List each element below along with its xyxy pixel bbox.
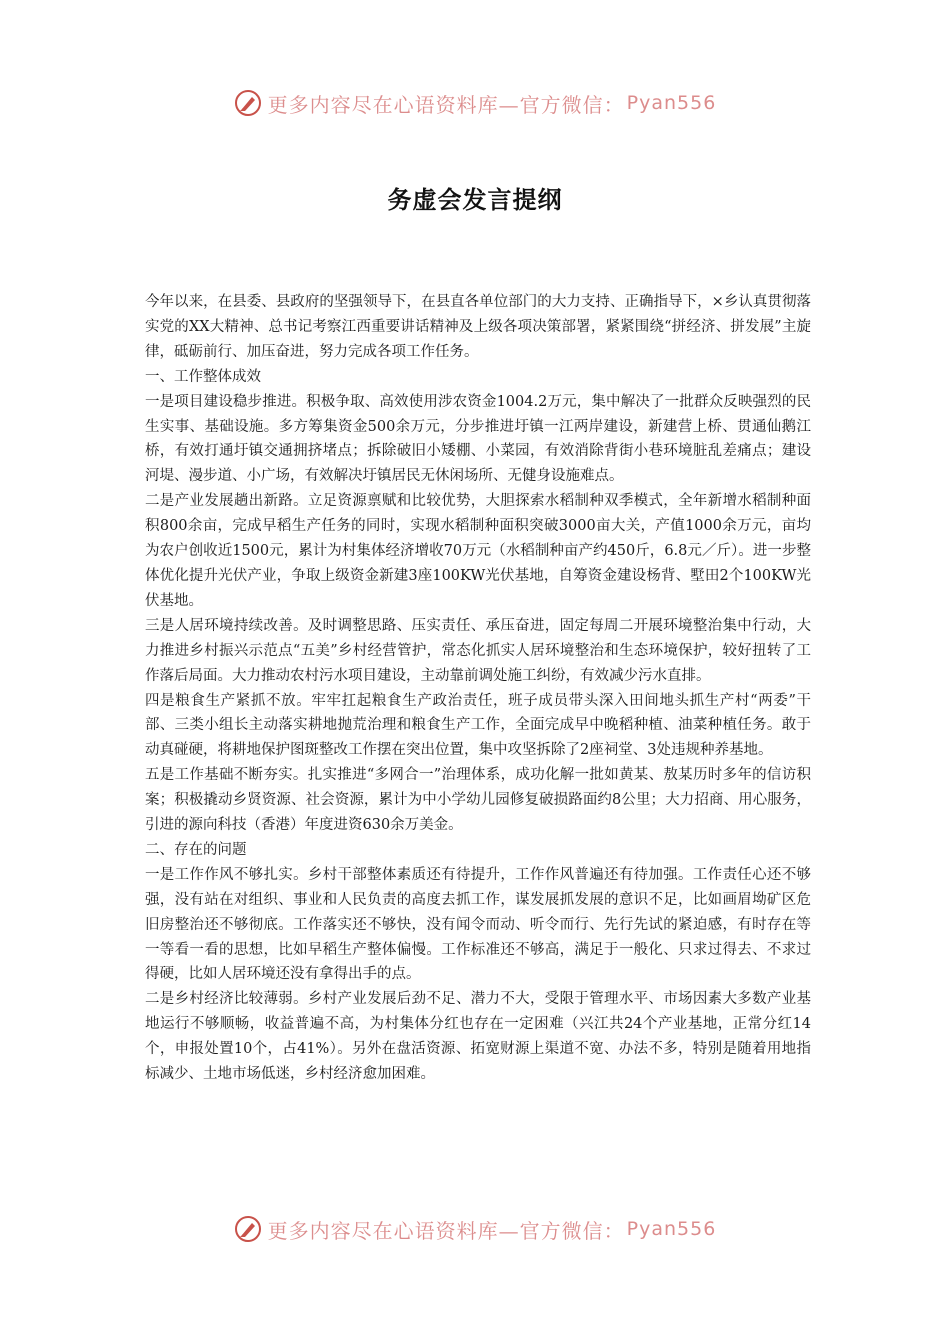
document-body <box>145 290 811 1087</box>
watermark-banner-top <box>0 86 950 120</box>
section-heading-problems: 二、存在的问题 <box>145 841 247 858</box>
section-heading-achievements: 一、工作整体成效 <box>145 368 261 385</box>
paragraph-projects: 一是项目建设稳步推进。积极争取、高效使用涉农资金1004.2万元，集中解决了一批群众反映强烈的民生实事、基础设施。多方筹集资金500余万元，分步推进圩镇一江两岸建设，新建营上桥、贯通仙鹅江桥，有效打通圩镇交通拥挤堵点；拆除破旧小矮棚、小菜园，有效消除背街小巷环境脏乱差痛点；建设河堤、漫步道、小广场，有效解决圩镇居民无休闲场所、无健身设施难点。 <box>145 393 811 485</box>
paragraph-grain: 四是粮食生产紧抓不放。牢牢扛起粮食生产政治责任，班子成员带头深入田间地头抓生产村“两委”干部、三类小组长主动落实耕地抛荒治理和粮食生产工作，全面完成早中晚稻种植、油菜种植任务。敢于动真碰硬，将耕地保护图斑整改工作摆在突出位置，集中攻坚拆除了2座祠堂、3处违规种养基地。 <box>145 692 811 759</box>
pen-in-circle-icon <box>234 1215 262 1243</box>
watermark-text: 更多内容尽在心语资料库—官方微信： <box>267 92 625 117</box>
watermark-wechat-id: Pyan556 <box>626 1218 717 1240</box>
paragraph-environment: 三是人居环境持续改善。及时调整思路、压实责任、承压奋进，固定每周二开展环境整治集中行动，大力推进乡村振兴示范点“五美”乡村经营管护，常态化抓实人居环境整治和生态环境保护，较好扭转了工作落后局面。大力推动农村污水项目建设，主动靠前调处施工纠纷，有效减少污水直排。 <box>145 617 811 684</box>
paragraph-work-style: 一是工作作风不够扎实。乡村干部整体素质还有待提升，工作作风普遍还有待加强。工作责任心还不够强，没有站在对组织、事业和人民负责的高度去抓工作，谋发展抓发展的意识不足，比如画眉坳矿区危旧房整治还不够彻底。工作落实还不够快，没有闻令而动、听令而行、先行先试的紧迫感，有时存在等一等看一看的思想，比如早稻生产整体偏慢。工作标准还不够高，满足于一般化、只求过得去、不求过得硬，比如人居环境还没有拿得出手的点。 <box>145 866 811 983</box>
watermark-banner-bottom <box>0 1212 950 1246</box>
paragraph-foundation: 五是工作基础不断夯实。扎实推进“多网合一”治理体系，成功化解一批如黄某、敖某历时多年的信访积案；积极撬动乡贤资源、社会资源，累计为中小学幼儿园修复破损路面约8公里；大力招商、用心服务，引进的源向科技（香港）年度进资630余万美金。 <box>145 767 811 834</box>
paragraph-intro: 今年以来，在县委、县政府的坚强领导下，在县直各单位部门的大力支持、正确指导下，×乡认真贯彻落实党的XX大精神、总书记考察江西重要讲话精神及上级各项决策部署，紧紧围绕“拼经济、拼发展”主旋律，砥砺前行、加压奋进，努力完成各项工作任务。 <box>145 294 811 360</box>
paragraph-economy: 二是乡村经济比较薄弱。乡村产业发展后劲不足、潜力不大，受限于管理水平、市场因素大多数产业基地运行不够顺畅，收益普遍不高，为村集体分红也存在一定困难（兴江共24个产业基地，正常分红14个，申报处置10个，占41%）。另外在盘活资源、拓宽财源上渠道不宽、办法不多，特别是随着用地指标减少、土地市场低迷，乡村经济愈加困难。 <box>145 991 811 1083</box>
document-title: 务虚会发言提纲 <box>387 186 563 214</box>
pen-in-circle-icon <box>234 89 262 117</box>
watermark-wechat-id: Pyan556 <box>626 92 717 114</box>
watermark-text: 更多内容尽在心语资料库—官方微信： <box>267 1218 625 1243</box>
paragraph-industry: 二是产业发展趟出新路。立足资源禀赋和比较优势，大胆探索水稻制种双季模式，全年新增水稻制种面积800余亩，完成早稻生产任务的同时，实现水稻制种面积突破3000亩大关，产值1000余万元，亩均为农户创收近1500元，累计为村集体经济增收70万元（水稻制种亩产约450斤，6.8元／斤）。进一步整体优化提升光伏产业，争取上级资金新建3座100KW光伏基地，自筹资金建设杨背、墅田2个100KW光伏基地。 <box>145 493 811 609</box>
